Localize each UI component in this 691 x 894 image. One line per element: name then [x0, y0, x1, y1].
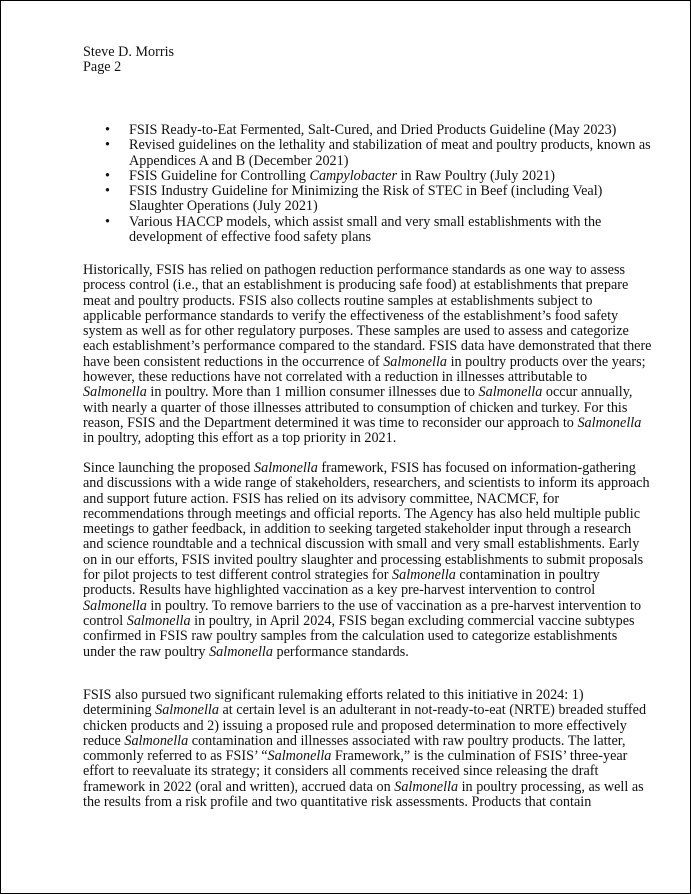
text-line: for pilot projects to test different control strategies for Salmonella contamination in poultry — [83, 567, 600, 584]
guideline-list — [105, 122, 651, 246]
text-line: with nearly a quarter of those illnesses attributed to consumption of chicken and turkey. For this — [83, 399, 628, 416]
list-item — [105, 137, 651, 169]
list-item — [105, 123, 645, 138]
list-item-line: FSIS Guideline for Controlling Campylobacter in Raw Poultry (July 2021) — [129, 167, 556, 184]
list-item-line: development of effective food safety plans — [129, 229, 372, 246]
text-line: meetings to gather feedback, in addition to seeking targeted stakeholder input through a research — [83, 521, 632, 538]
text-line: commonly referred to as FSIS’ “Salmonella Framework,” is the culmination of FSIS’ three-year — [83, 748, 628, 765]
italic-term: Salmonella — [392, 567, 456, 584]
text-line: each establishment’s performance compared to the standard. FSIS data have demonstrated that there — [83, 338, 652, 355]
italic-term: Salmonella — [383, 353, 448, 370]
bullet-icon: • — [105, 213, 110, 230]
text-line: and discussions with a wide range of stakeholders, researchers, and scientists to inform its approach — [83, 475, 650, 492]
italic-term: Salmonella — [478, 384, 543, 401]
italic-term: Salmonella — [83, 597, 147, 614]
list-item-line: Slaughter Operations (July 2021) — [129, 198, 318, 215]
text-line: Salmonella in poultry. More than 1 million consumer illnesses due to Salmonella occur annually, — [83, 384, 633, 401]
text-line: and support future action. FSIS has relied on its advisory committee, NACMCF, for — [83, 490, 560, 507]
text-line: and science roundtable and a technical discussion with small and very small establishments. Early — [83, 536, 640, 553]
text-line: effort to reevaluate its strategy; it considers all comments received since releasing the draft — [83, 763, 599, 780]
bullet-icon: • — [105, 167, 110, 184]
text-line: system as well as for other regulatory purposes. These samples are used to assess and categorize — [83, 323, 629, 340]
italic-term: Salmonella — [577, 414, 642, 431]
text-line: reduce Salmonella contamination and illnesses associated with raw poultry products. The latter, — [83, 732, 626, 749]
italic-term: Salmonella — [209, 643, 273, 660]
list-item — [105, 184, 645, 215]
text-line: reason, FSIS and the Department determined it was time to reconsider our approach to Salmonella — [83, 414, 642, 431]
bullet-icon: • — [105, 137, 110, 154]
text-line: on in our efforts, FSIS invited poultry slaughter and processing establishments to submit proposals — [83, 551, 644, 568]
paragraph-rulemaking-2024 — [83, 687, 647, 811]
list-item-line: FSIS Ready-to-Eat Fermented, Salt-Cured, and Dried Products Guideline (May 2023) — [129, 122, 617, 138]
italic-term: Salmonella — [155, 702, 219, 719]
recipient-name: Steve D. Morris — [83, 44, 175, 60]
paragraph-historical-standards — [83, 262, 652, 447]
text-line: in poultry, adopting this effort as a top priority in 2021. — [83, 430, 397, 447]
italic-term: Salmonella — [124, 732, 189, 749]
list-item-line: Appendices A and B (December 2021) — [129, 152, 349, 169]
text-line: FSIS also pursued two significant rulemaking efforts related to this initiative in 2024: 1) — [83, 687, 584, 703]
italic-term: Salmonella — [126, 612, 191, 629]
italic-term: Salmonella — [83, 384, 147, 401]
text-line: determining Salmonella at certain level is an adulterant in not-ready-to-eat (NRTE) breaded stuffed — [83, 702, 647, 719]
italic-term: Salmonella — [254, 460, 318, 476]
text-line: recommendations through meetings and official reports. The Agency has also held multiple public — [83, 505, 640, 522]
text-line: products. Results have highlighted vaccination as a key pre-harvest intervention to control — [83, 582, 596, 599]
text-line: meat and poultry products. FSIS also collects routine samples at establishments subject to — [83, 292, 593, 309]
text-line: under the raw poultry Salmonella performance standards. — [83, 643, 409, 660]
italic-term: Salmonella — [267, 748, 332, 765]
text-line: chicken products and 2) issuing a proposed rule and proposed determination to more effectively — [83, 717, 627, 734]
text-line: confirmed in FSIS raw poultry samples from the calculation used to categorize establishments — [83, 628, 618, 645]
list-item-line: Revised guidelines on the lethality and stabilization of meat and poultry products, known as — [129, 137, 651, 154]
letter-header — [83, 45, 174, 76]
text-line: control Salmonella in poultry, in April 2024, FSIS began excluding commercial vaccine subtypes — [83, 612, 635, 629]
italic-term: Campylobacter — [309, 167, 397, 184]
text-line: Historically, FSIS has relied on pathogen reduction performance standards as one way to assess — [83, 262, 626, 278]
text-line: have been consistent reductions in the occurrence of Salmonella in poultry products over the years; — [83, 353, 646, 370]
list-item-line: FSIS Industry Guideline for Minimizing the Risk of STEC in Beef (including Veal) — [129, 183, 603, 200]
list-item — [105, 169, 645, 184]
italic-term: Salmonella — [394, 778, 459, 795]
list-item-line: Various HACCP models, which assist small and very small establishments with the — [129, 213, 602, 230]
paragraph-salmonella-framework-efforts — [83, 460, 650, 660]
text-line: framework in 2022 (oral and written), accrued data on Salmonella in poultry processing, as well as — [83, 778, 644, 795]
list-item — [105, 215, 645, 246]
text-line: applicable performance standards to verify the effectiveness of the establishment’s food safety — [83, 307, 619, 324]
bullet-icon: • — [105, 183, 110, 200]
bullet-icon: • — [105, 122, 110, 138]
text-line: the results from a risk profile and two quantitative risk assessments. Products that contain — [83, 794, 592, 811]
page-number: Page 2 — [83, 59, 122, 76]
text-line: Salmonella in poultry. To remove barriers to the use of vaccination as a pre-harvest intervention to — [83, 597, 642, 614]
text-line: process control (i.e., that an establishment is producing safe food) at establishments that prepare — [83, 277, 629, 294]
text-line: Since launching the proposed Salmonella framework, FSIS has focused on information-gathering — [83, 460, 636, 476]
text-line: however, these reductions have not correlated with a reduction in illnesses attributable to — [83, 369, 588, 386]
